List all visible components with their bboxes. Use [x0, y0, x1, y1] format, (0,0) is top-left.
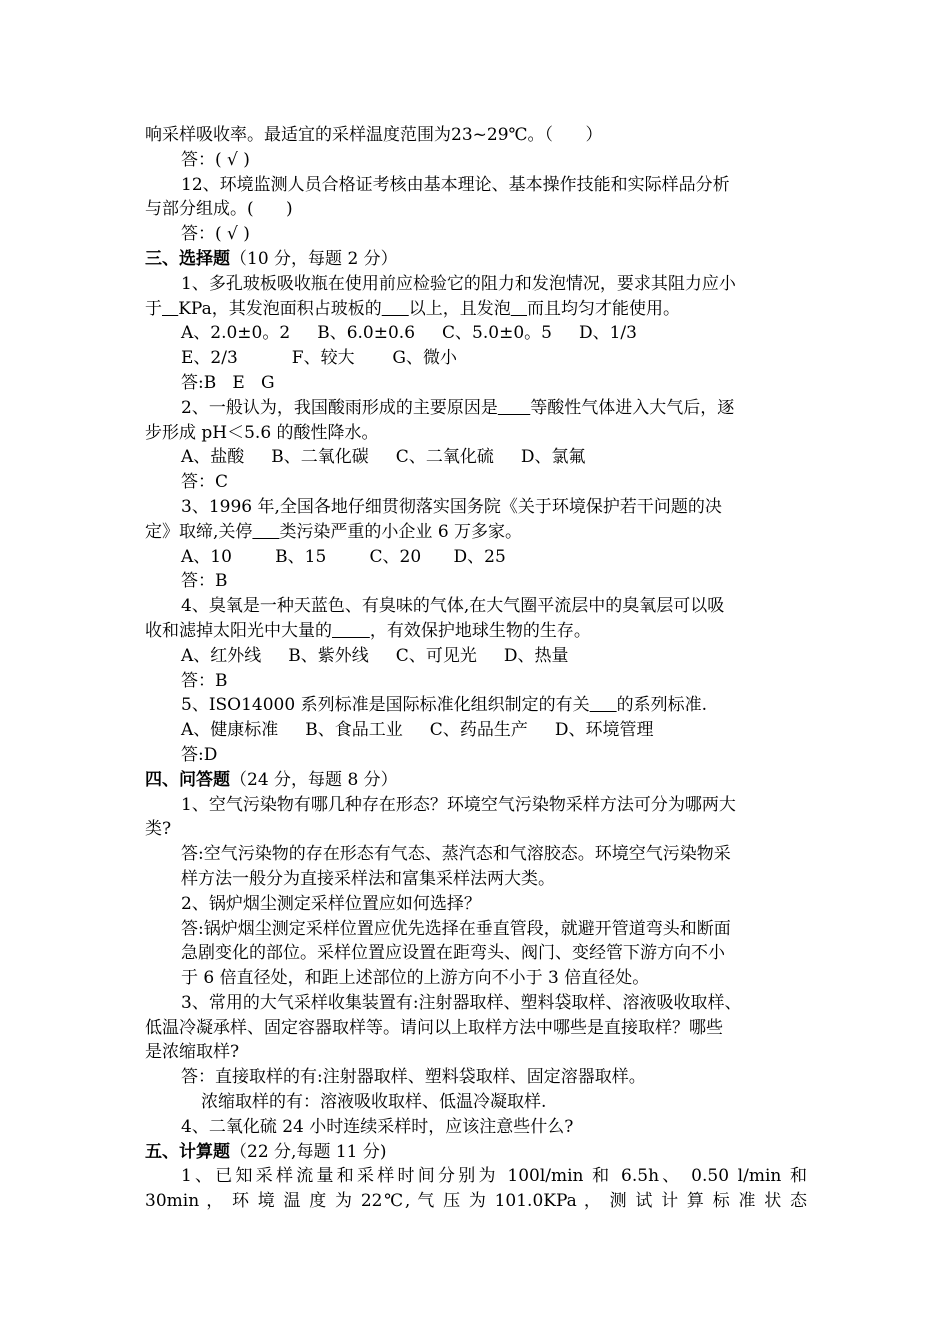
answer-line: 答：直接取样的有:注射器取样、塑料袋取样、固定溶器取样。: [181, 1067, 646, 1088]
text-fragment: 收和滤掉太阳光中大量的: [145, 620, 332, 641]
text-line: 30min ， 环 境 温 度 为 22℃, 气 压 为 101.0KPa ， 测 试 计 算 标 准 状 态: [145, 1191, 807, 1212]
options-line: A、2.0±0。2 B、6.0±0.6 C、5.0±0。5 D、1/3: [181, 323, 637, 344]
text-line: 类?: [145, 819, 172, 840]
question-line: 1、多孔玻板吸收瓶在使用前应检验它的阻力和发泡情况，要求其阻力应小: [181, 273, 736, 294]
question-line: 1、空气污染物有哪几种存在形态？环境空气污染物采样方法可分为哪两大: [181, 794, 736, 815]
answer-line: 答:D: [181, 744, 218, 765]
blank-underline: [590, 695, 617, 715]
question-line: 12、环境监测人员合格证考核由基本理论、基本操作技能和实际样品分析: [181, 174, 730, 195]
text-fragment: 而且均匀才能使用。: [526, 298, 680, 319]
text-fragment: 的系列标准.: [616, 695, 708, 716]
options-line: A、盐酸 B、二氧化碳 C、二氧化硫 D、氯氟: [181, 447, 586, 468]
text-fragment: 2、一般认为，我国酸雨形成的主要原因是: [181, 397, 498, 418]
text-line: 与部分组成。( ): [145, 199, 293, 220]
answer-line: 答：B: [181, 571, 228, 592]
section-heading: [145, 247, 807, 272]
blank-underline: [162, 299, 178, 319]
question-line: [145, 396, 807, 421]
answer-line: 浓缩取样的有：溶液吸收取样、低温冷凝取样.: [201, 1092, 547, 1113]
answer-line: 样方法一般分为直接采样法和富集采样法两大类。: [181, 868, 555, 889]
text-fragment: KPa，其发泡面积占玻板的: [178, 298, 382, 319]
text-line: 响采样吸收率。最适宜的采样温度范围为23~29℃。（ ）: [145, 125, 603, 145]
text-line: [145, 297, 807, 322]
question-line: 3、常用的大气采样收集装置有:注射器取样、塑料袋取样、溶液吸收取样、: [181, 992, 742, 1013]
blank-underline: [252, 522, 279, 542]
question-line: 2、锅炉烟尘测定采样位置应如何选择？: [181, 893, 481, 914]
question-line: 3、1996 年,全国各地仔细贯彻落实国务院《关于环境保护若干问题的决: [181, 496, 722, 517]
text-fragment: ，有效保护地球生物的生存。: [369, 620, 591, 641]
blank-underline: [498, 398, 530, 418]
options-line: A、健康标准 B、食品工业 C、药品生产 D、环境管理: [181, 720, 654, 741]
text-line: 步形成 pH＜5.6 的酸性降水。: [145, 422, 379, 443]
options-line: E、2/3 F、较大 G、微小: [181, 348, 458, 369]
text-line: [145, 520, 807, 545]
question-line: 4、二氧化硫 24 小时连续采样时，应该注意些什么?: [181, 1116, 574, 1137]
answer-line: 答:B E G: [181, 372, 275, 393]
section-heading: [145, 768, 807, 793]
section-title: 三、选择题: [145, 248, 230, 269]
section-title: 四、问答题: [145, 769, 230, 790]
text-line: [145, 619, 807, 644]
text-fragment: 定》取缔,关停: [145, 521, 253, 542]
question-line: [145, 693, 807, 718]
blank-underline: [382, 299, 409, 319]
options-line: A、红外线 B、紫外线 C、可见光 D、热量: [181, 645, 569, 666]
text-fragment: 以上，且发泡: [408, 298, 511, 319]
answer-line: 于 6 倍直径处，和距上述部位的上游方向不小于 3 倍直径处。: [181, 968, 650, 989]
answer-line: 答：( √ ): [181, 149, 250, 170]
question-line: 4、臭氧是一种天蓝色、有臭味的气体,在大气圈平流层中的臭氧层可以吸: [181, 596, 725, 617]
section-score: （10 分，每题 2 分）: [230, 248, 398, 269]
blank-underline: [332, 621, 370, 641]
answer-line: 答:锅炉烟尘测定采样位置应优先选择在垂直管段，就避开管道弯头和断面: [181, 918, 731, 939]
section-heading: [145, 1140, 807, 1165]
text-fragment: 等酸性气体进入大气后，逐: [530, 397, 735, 418]
section-score: （22 分,每题 11 分): [230, 1141, 387, 1162]
answer-line: 答：B: [181, 670, 228, 691]
options-line: A、10 B、15 C、20 D、25: [181, 546, 506, 567]
answer-line: 急剧变化的部位。采样位置应设置在距弯头、阀门、变经管下游方向不小: [181, 943, 725, 964]
document-body: [145, 123, 807, 1214]
answer-line: 答：( √ ): [181, 224, 250, 245]
text-line: 低温冷凝承样、固定容器取样等。请问以上取样方法中哪些是直接取样？哪些: [145, 1017, 723, 1038]
blank-underline: [511, 299, 527, 319]
text-line: 是浓缩取样?: [145, 1042, 240, 1063]
text-fragment: 类污染严重的小企业 6 万多家。: [279, 521, 523, 542]
answer-line: 答：C: [181, 472, 229, 493]
question-line: 1、已知采样流量和采样时间分别为 100l/min 和 6.5h、 0.50 l/min 和: [181, 1166, 807, 1187]
text-fragment: 于: [145, 298, 162, 319]
section-score: （24 分，每题 8 分）: [230, 769, 398, 790]
answer-line: 答:空气污染物的存在形态有气态、蒸汽态和气溶胶态。环境空气污染物采: [181, 844, 731, 865]
text-fragment: 5、ISO14000 系列标准是国际标准化组织制定的有关: [181, 695, 590, 716]
section-title: 五、计算题: [145, 1141, 230, 1162]
